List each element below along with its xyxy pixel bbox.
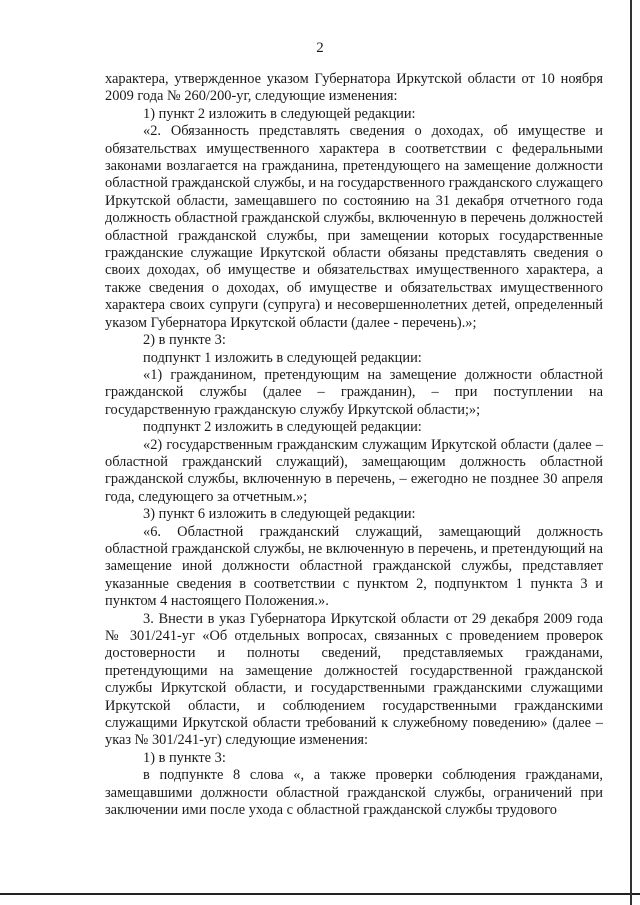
paragraph-item-1-point-3: 1) в пункте 3: — [143, 749, 226, 766]
paragraph-quote-2-sub: «2) государственным гражданским служащим Иркутской области (далее – областной гражданский служащий), замещающим должность областной гражданской службы, включенную в перечень, – ежегодно не позднее 30 апреля года, следующего за отчетным.»; — [105, 436, 603, 505]
paragraph-subitem-2: подпункт 2 изложить в следующей редакции: — [143, 419, 422, 436]
document-body — [105, 71, 603, 819]
paragraph-continuation: характера, утвержденное указом Губернатора Иркутской области от 10 ноября 2009 года № 260/200-уг, следующие изменения: — [105, 71, 603, 105]
paragraph-subitem-8: в подпункте 8 слова «, а также проверки соблюдения гражданами, замещавшими должности областной гражданской службы, ограничений при заключении ими после ухода с областной гражданской службы трудового — [105, 767, 603, 819]
scan-edge-right — [630, 0, 632, 905]
paragraph-item-3: 3) пункт 6 изложить в следующей редакции: — [143, 506, 416, 523]
paragraph-item-2: 2) в пункте 3: — [143, 332, 226, 349]
page-number: 2 — [316, 40, 324, 56]
paragraph-quote-6: «6. Областной гражданский служащий, замещающий должность областной гражданской службы, не включенную в перечень, и претендующий на замещение иной должности областной гражданской службы, представляет указанные сведения в соответствии с пунктом 2, подпунктом 1 пункта 3 и пунктом 4 настоящего Положения.». — [105, 523, 603, 610]
paragraph-subitem-1: подпункт 1 изложить в следующей редакции: — [143, 349, 422, 366]
scan-edge-bottom — [0, 893, 640, 895]
paragraph-quote-2: «2. Обязанность представлять сведения о доходах, об имуществе и обязательствах имущественного характера в соответствии с федеральными законами возлагается на гражданина, претендующего на замещение должности областной гражданской службы, и на государственного гражданского служащего Иркутской области, замещавшего по состоянию на 31 декабря отчетного года должность областной гражданской службы, включенную в перечень должностей областной гражданской службы, при замещении которых государственные гражданские служащие Иркутской области обязаны представлять сведения о своих доходах, об имуществе и обязательствах имущественного характера, а также сведения о доходах, об имуществе и обязательствах имущественного характера своих супруги (супруга) и несовершеннолетних детей, определенный указом Губернатора Иркутской области (далее - перечень).»; — [105, 123, 603, 331]
paragraph-quote-1: «1) гражданином, претендующим на замещение должности областной гражданской службы (далее – гражданин), – при поступлении на государственную гражданскую службу Иркутской области;»; — [105, 366, 603, 418]
paragraph-section-3: 3. Внести в указ Губернатора Иркутской области от 29 декабря 2009 года № 301/241-уг «Об отдельных вопросах, связанных с проведением проверок достоверности и полноты сведений, представляемых гражданами, претендующими на замещение должностей государственной гражданской службы Иркутской области, и государственными гражданскими служащими Иркутской области, и соблюдением государственными гражданскими служащими Иркутской области требований к служебному поведению» (далее – указ № 301/241-уг) следующие изменения: — [105, 610, 603, 749]
paragraph-item-1: 1) пункт 2 изложить в следующей редакции: — [143, 105, 416, 122]
